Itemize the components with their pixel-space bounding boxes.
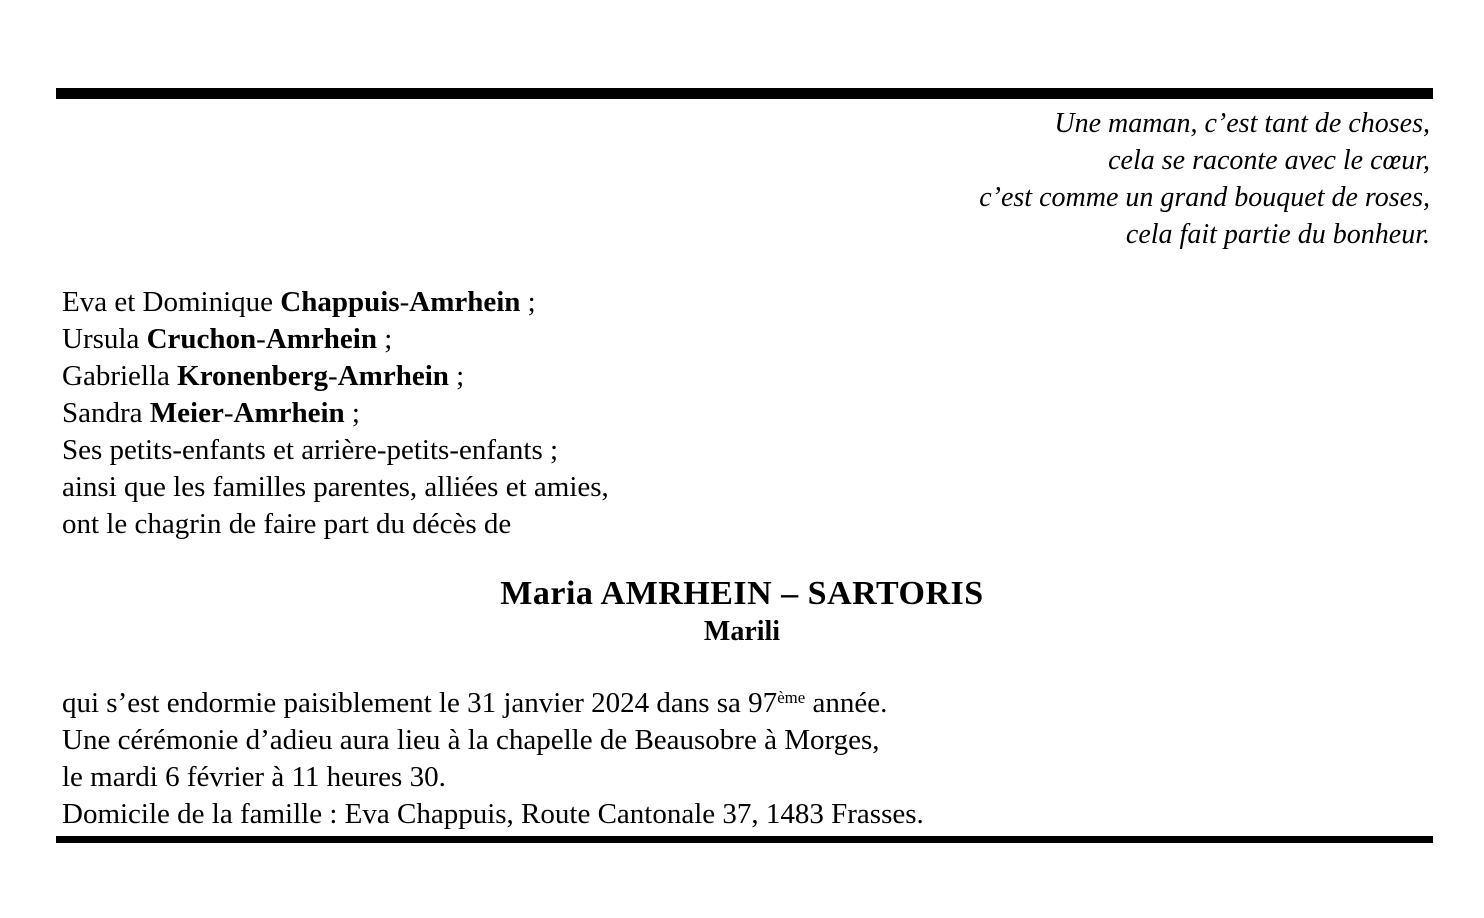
details-ceremony-time-line: le mardi 6 février à 11 heures 30.	[62, 761, 446, 793]
line-punctuation: ;	[344, 397, 360, 429]
top-rule	[56, 88, 1433, 99]
line-punctuation: ;	[520, 286, 536, 318]
family-name-line	[62, 321, 1484, 358]
death-date-text: qui s’est endormie paisiblement le 31 janvier 2024 dans sa 97	[62, 687, 778, 719]
relative-maiden-name: Amrhein	[409, 286, 521, 318]
relative-surname: Chappuis	[280, 286, 400, 318]
line-punctuation: ;	[448, 360, 465, 392]
announcement-details	[62, 685, 1484, 833]
surname-hyphen: -	[399, 286, 410, 318]
relative-first-names: Gabriella	[62, 360, 178, 392]
relative-maiden-name: Amrhein	[265, 323, 377, 355]
relative-first-names: Eva et Dominique	[62, 286, 281, 318]
quote-line: cela fait partie du bonheur.	[1125, 219, 1430, 250]
surname-hyphen: -	[328, 360, 338, 392]
epitaph-quote	[0, 105, 1430, 253]
ordinal-superscript: ème	[777, 687, 806, 707]
details-ceremony-line: Une cérémonie d’adieu aura lieu à la chapelle de Beausobre à Morges,	[62, 724, 880, 756]
family-name-line	[62, 395, 1484, 432]
relative-maiden-name: Amrhein	[233, 397, 345, 429]
family-plain-line: ont le chagrin de faire part du décès de	[62, 508, 512, 540]
relative-surname: Meier	[149, 397, 224, 429]
death-age-text: année.	[805, 687, 888, 719]
relative-first-names: Ursula	[62, 323, 147, 355]
quote-line: c’est comme un grand bouquet de roses,	[979, 182, 1430, 213]
family-name-line	[62, 358, 1484, 395]
details-family-address-line: Domicile de la famille : Eva Chappuis, Route Cantonale 37, 1483 Frasses.	[62, 798, 924, 830]
line-punctuation: ;	[377, 323, 393, 355]
details-death-date-line	[62, 685, 1484, 722]
family-name-line	[62, 284, 1484, 321]
surname-hyphen: -	[223, 397, 234, 429]
relative-maiden-name: Amrhein	[337, 360, 449, 392]
family-plain-line: ainsi que les familles parentes, alliées et amies,	[62, 471, 609, 503]
quote-line: cela se raconte avec le cœur,	[1108, 145, 1430, 176]
relative-first-names: Sandra	[62, 397, 150, 429]
relative-surname: Cruchon	[146, 323, 257, 355]
deceased-name: Maria AMRHEIN – SARTORIS	[500, 575, 984, 612]
family-plain-line: Ses petits-enfants et arrière-petits-enfants ;	[62, 434, 559, 466]
relative-surname: Kronenberg	[177, 360, 329, 392]
surname-hyphen: -	[256, 323, 266, 355]
quote-line: Une maman, c’est tant de choses,	[1054, 108, 1430, 139]
deceased-nickname: Marili	[703, 616, 781, 647]
family-announcement	[62, 284, 1484, 543]
bottom-rule	[56, 836, 1433, 843]
